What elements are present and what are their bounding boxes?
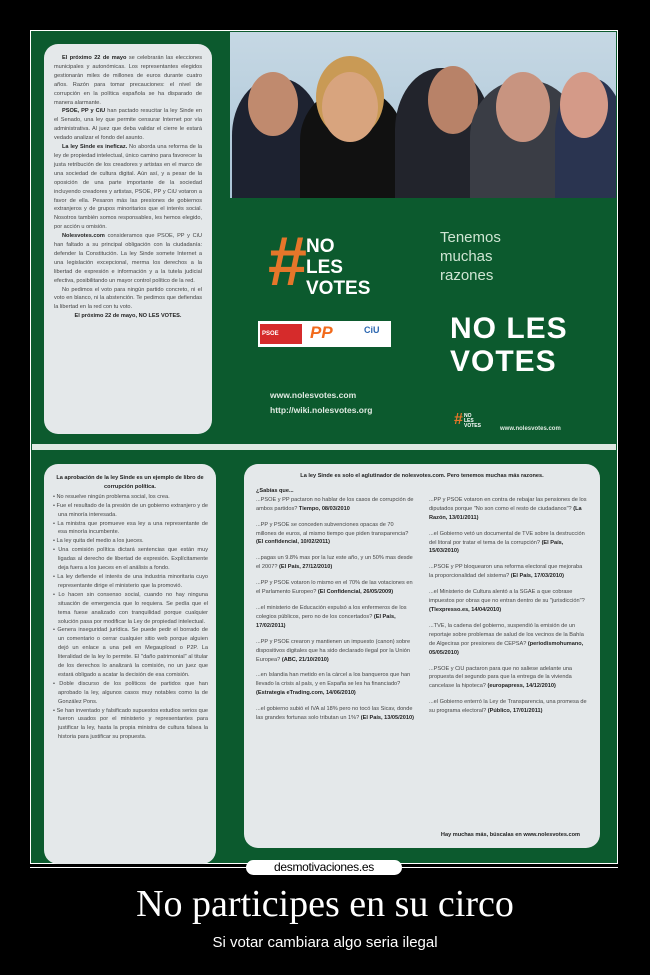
site-url[interactable]: www.nolesvotes.com [270,390,357,400]
list-item: • La ministra que promueve esa ley a una representante de esa minoría incumbente. [53,520,208,536]
watermark-bar [0,860,650,874]
pp-logo: PP [310,323,333,342]
reason-item: ...PP y PSOE se conceden subvenciones opacas de 70 millones de euros, al mismo tiempo que piden transparencia? (El confidencial, 10/02/2011) [256,521,409,546]
list-item: • Doble discurso de los políticos de partidos que han aprobado la ley, algunos casos muy notables como la de González Pons. [53,680,209,705]
intro-card: El próximo 22 de mayo se celebrarán las elecciones municipales y autonómicas. Los representantes elegidos gestionarán miles de millones de euros durante cuatro años. Razón para tomar precauciones: el nivel de corrupción en la política española se ha disparado de manera alarmante. PSOE, PP y CiU han pactado resucitar la ley Sinde en el Senado, una ley que permite censurar Internet por vía administrativa. Al juez que deba validar el cierre le estará vedado analizar el fondo del asunto. La ley Sinde es ineficaz. No aborda una reforma de la ley de propiedad intelectual, único camino para favorecer la justa retribución de los creadores y artistas en el marco de una sociedad de cultura digital. Aún así, y a pesar de la oposición de una parte importante de la sociedad incluyendo creadores y artistas, PSOE, PP y CiU votaron a favor de ella. Pesaron más las presiones de gobiernos extranjeros y de grupos minoritarios que el interés social. Nosotros también somos responsables, les hemos elegido, por acción u omisión. Nolesvotes.com consideramos que PSOE, PP y CiU han faltado a su principal obligación con la ciudadanía: defender la Constitución. La ley Sinde somete Internet a una legislación excepcional, merma los derechos a la libertad de expresión e información y a la tutela judicial efectiva, posibilitando un mayor control político de la red. No pedimos el voto para ningún partido concreto, ni el voto en blanco, ni la abstención. Te pedimos que defiendas la libertad en la red con tu voto. El próximo 22 de mayo, NO LES VOTES. [44,44,212,434]
reason-item: ...el gobierno subió el IVA al 18% pero no tocó las Sicav, donde las grandes fortunas solo tributan un 1%? (El País, 13/05/2010) [256,706,414,722]
reasons-right-column [429,487,588,730]
reason-item: ...TVE, la cadena del gobierno, suspendió la emisión de un reportaje sobre problemas de salud de los vecinos de la Bahía de Algeciras por presiones de CEPSA? (periodismohumano, 05/05/2010) [429,622,584,656]
list-item: • Lo hacen sin consenso social, cuando no hay ninguna situación de emergencia que lo requiera. Se pedía que el tema fuese analizado con tranquilidad porque cualquier solución pasa por modificar la Ley de propiedad intelectual. [53,591,208,625]
reasons-footer: Hay muchas más, búscalas en www.nolesvotes.com [440,832,580,839]
reason-item: ...en Islandia han metido en la cárcel a los banqueros que han llevado la crisis al país, y en España se les ha financiado? (Estrategia eTrading.com, 14/06/2010) [256,672,411,697]
reason-item: ...PP y PSOE votaron en contra de rebajar las pensiones de los diputados porque "No son como el resto de ciudadanos"? (La Razón, 13/01/2011) [429,496,587,521]
sinde-card [44,464,216,864]
no-les-votes-logo: # NO LES VOTES [268,222,371,300]
tagline: Tenemos muchas razones [440,229,501,284]
website-links [270,388,372,418]
caption-subtitle: Si votar cambiara algo seria ilegal [212,934,438,951]
psoe-logo: PSOE [260,324,302,344]
reason-item: ...PP y PSOE crearon y mantienen un impuesto (canon) sobre dispositivos digitales que ha sido declarado ilegal por la Unión Europea? (ABC, 21/10/2010) [256,638,411,663]
list-item: • Una comisión política dictará sentencias que están muy ligadas al derecho de libertad de expresión. Explícitamente deja fuera a los jueces en el análisis a fondo. [53,547,208,572]
wiki-url[interactable]: http://wiki.nolesvotes.org [270,405,373,415]
reason-item: ...el Gobierno vetó un documental de TVE sobre la destrucción del litoral por tratar el tema de la corrupción? (El País, 15/03/2010) [429,530,585,555]
reason-item: ...el Gobierno enterró la Ley de Transparencia, una promesa de su programa electoral? (Público, 17/01/2011) [429,699,587,715]
list-item: • No resuelve ningún problema social, los crea. [53,493,170,500]
sinde-list [52,493,208,742]
politicians-photo [230,32,616,198]
reason-item: ...el Ministerio de Cultura alentó a la SGAE a que cobrase impuestos por obras que no entran dentro de su "jurisdicción"? (Tlexpresso.es, 14/04/2010) [429,589,585,613]
reasons-card [244,464,600,848]
sinde-heading: La aprobación de la ley Sinde es un ejemplo de libro de corrupción política. [56,475,204,490]
reason-item: ...PSOE y PP pactaron no hablar de los casos de corrupción de ambos partidos? Tiempo, 08/03/2010 [256,496,414,512]
ciu-logo: CiU [364,325,380,335]
list-item: • Genera inseguridad jurídica. Se puede pedir el borrado de un comentario o cerrar cualquier sitio web porque alguien dejó un enlace a una peli en Megaupload o P2P. La literalidad de la ley lo permite. El "daño patrimonial" al titular de los derechos lo analizará la comisión, no un juez que estará obligado a acatar la decisión de esa comisión. [53,627,208,678]
slogan: NO LES VOTES [450,312,568,378]
reasons-heading: La ley Sinde es solo el aglutinador de nolesvotes.com. Pero tenemos muchas más razones. [300,473,544,479]
list-item: • Se han inventado y falsificado supuestos estudios serios que fueron usados por el ministerio y representantes para justificar la ley, hasta la propia ministra de cultura falsea la historia para justificar su propuesta. [53,707,208,741]
list-item: • Fue el resultado de la presión de un gobierno extranjero y de una minoría interesada. [53,502,208,518]
list-item: • La ley defiende el interés de una industria minoritaria cuyo representante dirige el ministerio que la promovió. [53,573,208,589]
reason-item: ...PP y PSOE votaron lo mismo en el 70% de las votaciones en el Parlamento Europeo? (El Confidencial, 26/05/2009) [256,580,413,596]
mini-url: www.nolesvotes.com [500,426,561,432]
caption-title: No participes en su circo [136,883,514,925]
hashtag-icon: # [268,222,307,300]
list-item: • La ley quita del medio a los jueces. [53,538,144,545]
reason-item: ...PSOE y CiU pactaron para que no saliese adelante una propuesta del segundo para que la entrega de la vivienda cancelase la hipoteca? (europapress, 14/12/2010) [429,665,573,690]
reason-item: ...pagas un 9.8% mas por la luz este año, y un 50% mas desde el 2007? (El País, 27/12/2010) [256,555,413,571]
reasons-left-column: ¿Sabías que... ...PSOE y PP pactaron no hablar de los casos de corrupción de ambos partidos? Tiempo, 08/03/2010 ...PP y PSOE se conceden subvenciones opacas de 70 millones de euros, al mismo tiempo que piden transparencia? (El confidencial, 10/02/2011) ...pagas un 9.8% mas por la luz este año, y un 50% mas desde el 2007? (El País, 27/12/2010) ...PP y PSOE votaron lo mismo en el 70% de las votaciones en el Parlamento Europeo? (El Confidencial, 26/05/2009) ...el ministerio de Educación expulsó a los enfermeros de los colegios públicos, pero no de los concertados? (El País, 17/02/2011) ...PP y PSOE crearon y mantienen un impuesto (canon) sobre dispositivos digitales que ha sido declarado ilegal por la Unión Europea? (ABC, 21/10/2010) ...en Islandia han metido en la cárcel a los banqueros que han llevado la crisis al país, y en España se les ha financiado? (Estrategia eTrading.com, 14/06/2010) ...el gobierno subió el IVA al 18% pero no tocó las Sicav, donde las grandes fortunas solo tributan un 1%? (El País, 13/05/2010) [256,487,414,722]
site-watermark[interactable]: desmotivaciones.es [246,860,402,875]
mini-logo: # NO LES VOTES [454,411,481,429]
hashtag-icon: # [454,411,463,428]
reason-item: ...PSOE y PP bloquearon una reforma electoral que mejoraba la proporcionalidad del sistema? (El País, 17/03/2010) [429,564,583,580]
reason-item: ...el ministerio de Educación expulsó a los enfermeros de los colegios públicos, pero no de los concertados? (El País, 17/02/2011) [256,604,407,629]
party-logos [258,321,391,347]
